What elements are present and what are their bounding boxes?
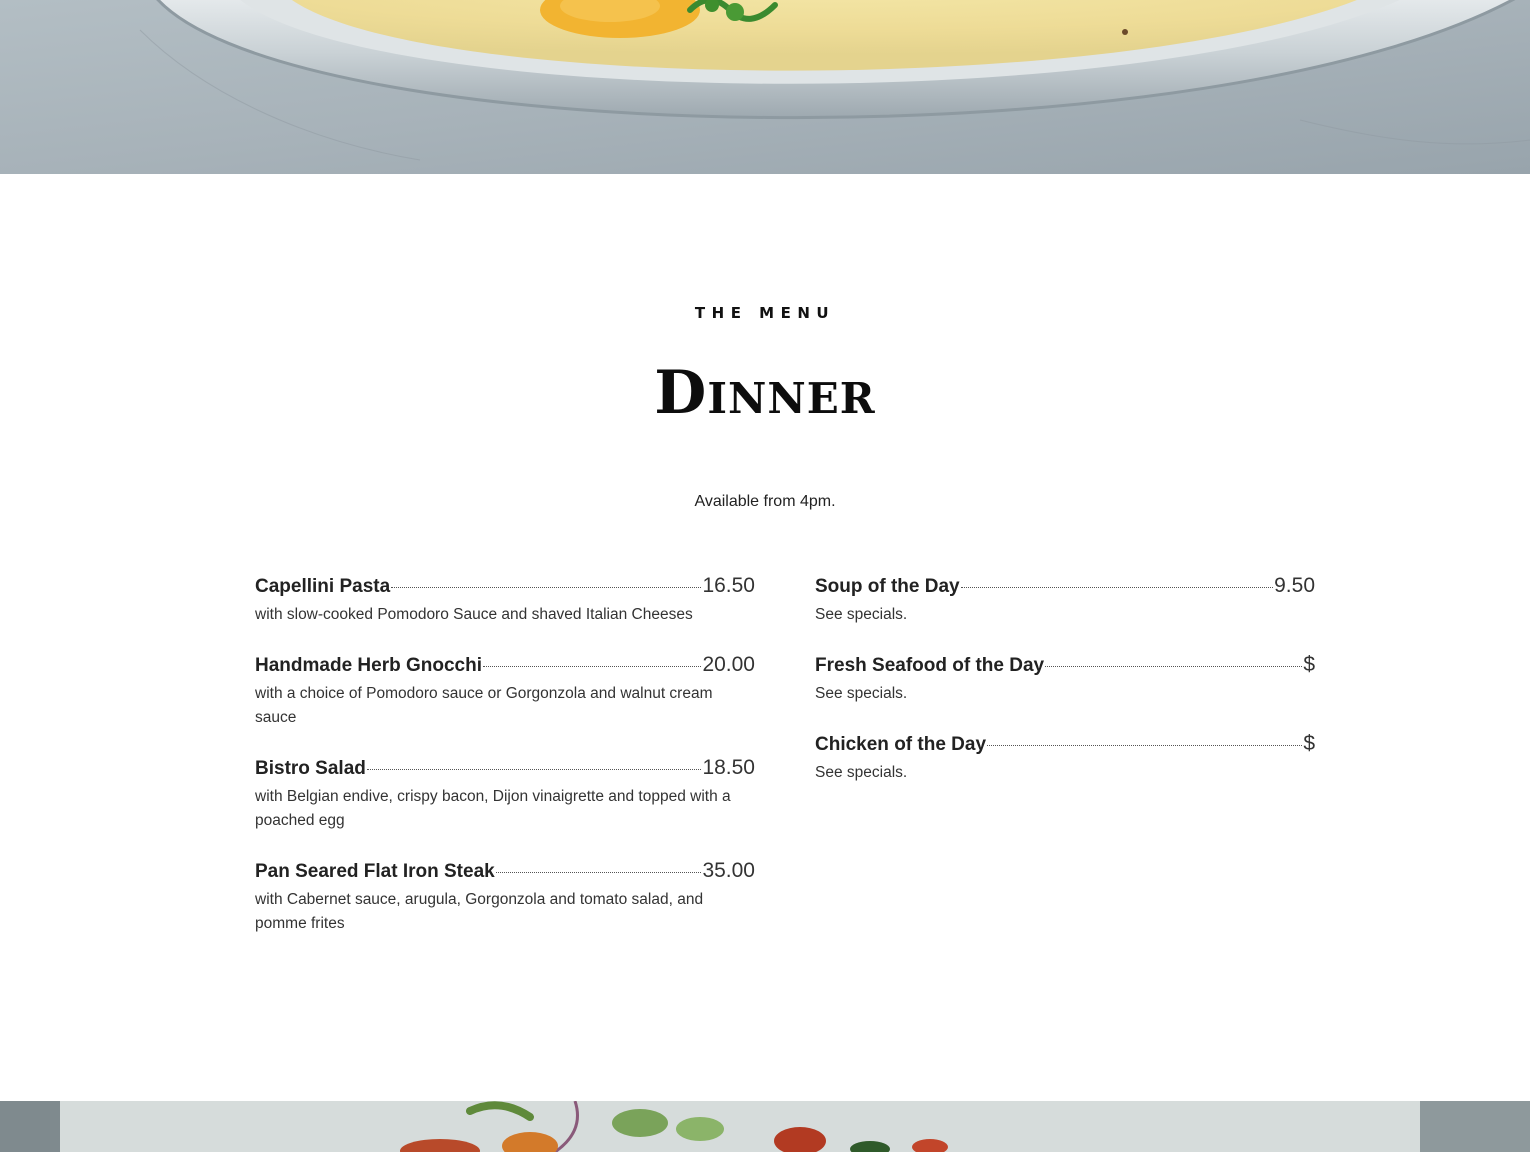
menu-item-header: [255, 653, 755, 679]
salad-photo-illustration: [0, 1101, 1530, 1152]
menu-item-price: 20.00: [702, 653, 755, 676]
menu-column-left: [255, 574, 755, 962]
menu-item-header: [815, 574, 1315, 600]
menu-item-header: [255, 859, 755, 885]
dotted-leader: [987, 745, 1302, 746]
menu-item-header: [255, 574, 755, 600]
menu-item-name: Soup of the Day: [815, 576, 960, 597]
menu-availability: Available from 4pm.: [694, 493, 836, 510]
dotted-leader: [483, 666, 701, 667]
menu-item-description: with Belgian endive, crispy bacon, Dijon vinaigrette and topped with a poached egg: [255, 788, 731, 829]
menu-item-price: 35.00: [702, 859, 755, 882]
menu-item-price: 18.50: [702, 756, 755, 779]
dotted-leader: [496, 872, 702, 873]
menu-item-name: Pan Seared Flat Iron Steak: [255, 861, 495, 882]
menu-item-name: Handmade Herb Gnocchi: [255, 655, 482, 676]
menu-item-price: $: [1303, 653, 1315, 676]
hero-photo-top: [0, 0, 1530, 174]
menu-item-price: 9.50: [1274, 574, 1315, 597]
menu-item: [815, 732, 1315, 785]
menu-item: [255, 756, 755, 833]
menu-item-name: Chicken of the Day: [815, 734, 987, 755]
section-eyebrow: THE MENU: [694, 304, 836, 322]
menu-item: [815, 574, 1315, 627]
menu-item-name: Capellini Pasta: [255, 576, 391, 597]
menu-column-right: [815, 574, 1315, 811]
menu-title: Dinner: [654, 358, 876, 428]
menu-item: [255, 574, 755, 627]
menu-section: [0, 174, 1530, 1101]
hero-photo-bottom: [0, 1101, 1530, 1152]
menu-item-description: with slow-cooked Pomodoro Sauce and shaved Italian Cheeses: [255, 606, 693, 623]
dotted-leader: [367, 769, 702, 770]
menu-item: [255, 859, 755, 936]
dotted-leader: [961, 587, 1274, 588]
menu-item-name: Bistro Salad: [255, 758, 366, 779]
menu-item-description: with Cabernet sauce, arugula, Gorgonzola and tomato salad, and pomme frites: [255, 891, 704, 932]
dotted-leader: [1045, 666, 1302, 667]
menu-item: [815, 653, 1315, 706]
menu-item-description: See specials.: [815, 764, 908, 781]
menu-item-name: Fresh Seafood of the Day: [815, 655, 1045, 676]
dotted-leader: [391, 587, 701, 588]
bowl-photo-illustration: [0, 0, 1530, 174]
menu-item-header: [255, 756, 755, 782]
menu-item-description: See specials.: [815, 685, 908, 702]
menu-item-description: with a choice of Pomodoro sauce or Gorgonzola and walnut cream sauce: [255, 685, 713, 726]
menu-item-price: 16.50: [702, 574, 755, 597]
menu-item: [255, 653, 755, 730]
menu-item-description: See specials.: [815, 606, 908, 623]
menu-item-price: $: [1303, 732, 1315, 755]
menu-item-header: [815, 732, 1315, 758]
menu-item-header: [815, 653, 1315, 679]
